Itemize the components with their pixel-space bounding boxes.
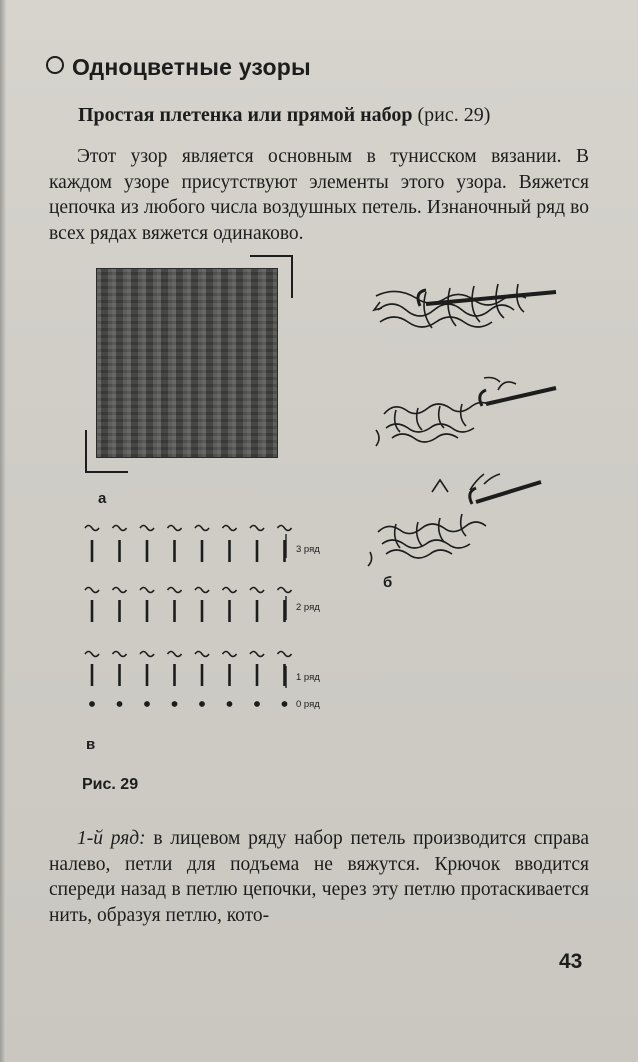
tilde-stitch-icon bbox=[223, 652, 237, 657]
tilde-stitch-icon bbox=[113, 526, 127, 531]
stitch-symbol-chart bbox=[80, 516, 360, 716]
section-title-text: Одноцветные узоры bbox=[72, 54, 311, 80]
pattern-subtitle bbox=[78, 104, 490, 127]
chain-dot-icon bbox=[255, 702, 260, 707]
tilde-stitch-icon bbox=[168, 526, 182, 531]
photo-crop-marks bbox=[80, 250, 300, 480]
figure-caption: Рис. 29 bbox=[82, 776, 139, 793]
tilde-stitch-icon bbox=[168, 588, 182, 593]
tilde-stitch-icon bbox=[195, 652, 209, 657]
chain-dot-icon bbox=[117, 702, 122, 707]
row1-paragraph bbox=[49, 826, 589, 928]
tilde-stitch-icon bbox=[85, 652, 99, 657]
page-number: 43 bbox=[559, 950, 583, 973]
figure-label-b: б bbox=[383, 574, 393, 591]
row-label-3: 3 ряд bbox=[296, 544, 320, 555]
chain-dot-icon bbox=[282, 702, 287, 707]
figure-reference: (рис. 29) bbox=[417, 104, 491, 126]
tilde-stitch-icon bbox=[195, 526, 209, 531]
row-label-1: 1 ряд bbox=[296, 672, 320, 683]
tilde-stitch-icon bbox=[85, 588, 99, 593]
tilde-stitch-icon bbox=[168, 652, 182, 657]
tilde-stitch-icon bbox=[85, 526, 99, 531]
tilde-stitch-icon bbox=[223, 526, 237, 531]
chain-dot-icon bbox=[172, 702, 177, 707]
tilde-stitch-icon bbox=[140, 588, 154, 593]
hook-loops-illustration bbox=[366, 262, 566, 582]
figure-label-a: а bbox=[98, 490, 107, 507]
tilde-stitch-icon bbox=[250, 652, 264, 657]
row1-text: в лицевом ряду набор петель производится справа налево, петли для подъема не вяжутся. Крючок вводится спереди назад в петлю цепочки, через эту петлю протаскивается нить, образуя петлю, кото- bbox=[49, 828, 589, 926]
chain-dot-icon bbox=[200, 702, 205, 707]
intro-paragraph bbox=[49, 144, 589, 246]
tilde-stitch-icon bbox=[278, 652, 292, 657]
tilde-stitch-icon bbox=[278, 588, 292, 593]
tilde-stitch-icon bbox=[113, 652, 127, 657]
section-heading bbox=[46, 54, 311, 81]
tilde-stitch-icon bbox=[250, 526, 264, 531]
tilde-stitch-icon bbox=[250, 588, 264, 593]
tilde-stitch-icon bbox=[140, 526, 154, 531]
tilde-stitch-icon bbox=[195, 588, 209, 593]
chain-dot-icon bbox=[90, 702, 95, 707]
intro-text: Этот узор является основным в тунисском вязании. В каждом узоре присутствуют элементы этого узора. Вяжется цепочка из любого числа воздушных петель. Изнаночный ряд во всех рядах вяжется одинаково. bbox=[49, 146, 589, 244]
tilde-stitch-icon bbox=[140, 652, 154, 657]
tilde-stitch-icon bbox=[278, 526, 292, 531]
row-label-0: 0 ряд bbox=[296, 699, 320, 710]
chain-dot-icon bbox=[145, 702, 150, 707]
circle-bullet-icon bbox=[46, 56, 64, 74]
tilde-stitch-icon bbox=[113, 588, 127, 593]
row-label-2: 2 ряд bbox=[296, 602, 320, 613]
figure-label-v: в bbox=[86, 736, 96, 753]
row1-lead: 1-й ряд: bbox=[77, 828, 146, 849]
subtitle-text: Простая плетенка или прямой набор bbox=[78, 104, 413, 126]
tilde-stitch-icon bbox=[223, 588, 237, 593]
chain-dot-icon bbox=[227, 702, 232, 707]
